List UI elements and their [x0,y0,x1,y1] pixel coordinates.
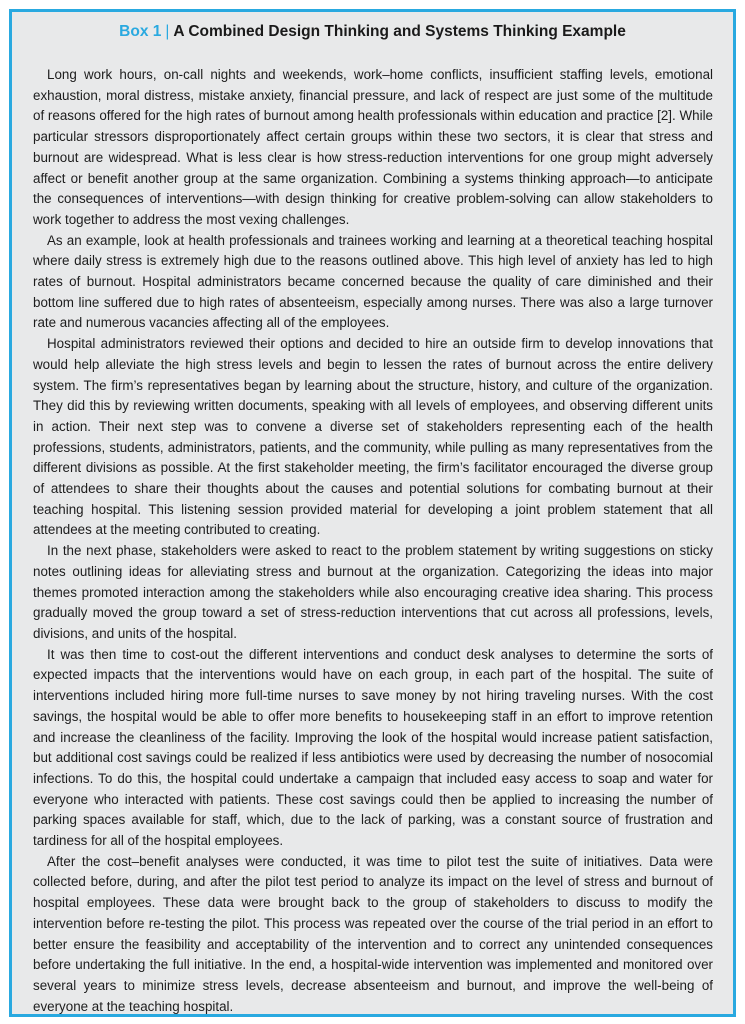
box-title-text: A Combined Design Thinking and Systems Thinking Example [173,23,626,40]
paragraph-5: It was then time to cost-out the different interventions and conduct desk analyses to determine the sorts of expected impacts that the interventions would have on each group, in each part of the hospital. The suite of interventions included hiring more full-time nurses to save money by not hiring traveling nurses. With the cost savings, the hospital would be able to offer more benefits to housekeeping staff in an effort to improve retention and increase the cleanliness of the facility. Improving the look of the hospital would increase patient satisfaction, but additional cost savings could be realized if less antibiotics were used by decreasing the number of nosocomial infections. To do this, the hospital could undertake a campaign that included easy access to soap and water for everyone who interacted with patients. These cost savings could then be applied to increasing the number of parking spaces available for staff, which, due to the lack of parking, was a constant source of frustration and tardiness for all of the hospital employees. [33,646,713,849]
paragraph-3: Hospital administrators reviewed their options and decided to hire an outside firm to develop innovations that would help alleviate the high stress levels and begin to lessen the rates of burnout across the entire delivery system. The firm’s representatives began by learning about the structure, history, and culture of the organization. They did this by reviewing written documents, speaking with all levels of employees, and observing different units in action. Their next step was to convene a diverse set of stakeholders representing each of the health professions, students, administrators, patients, and the community, while pulling as many representatives from the different divisions as possible. At the first stakeholder meeting, the firm’s facilitator encouraged the diverse group of attendees to share their thoughts about the causes and potential solutions for combating burnout at their teaching hospital. This listening session provided material for developing a joint problem statement that all attendees at the meeting contributed to creating. [33,336,713,538]
paragraph-1: Long work hours, on-call nights and weekends, work–home conflicts, insufficient staffing levels, emotional exhaustion, moral distress, mistake anxiety, financial pressure, and lack of respect are just some of the multitude of reasons offered for the high rates of burnout among health professionals within education and practice [2]. While particular stressors disproportionately affect certain groups within these two sectors, it is clear that stress and burnout are widespread. What is less clear is how stress-reduction interventions for one group might adversely affect or benefit another group at the same organization. Combining a systems thinking approach—to anticipate the consequences of interventions—with design thinking for creative problem-solving can allow stakeholders to work together to address the most vexing challenges. [33,67,713,227]
paragraph-4: In the next phase, stakeholders were asked to react to the problem statement by writing suggestions on sticky notes outlining ideas for alleviating stress and burnout at the organization. Categorizing the ideas into major themes promoted interaction among the stakeholders while also encouraging creative idea sharing. This process gradually moved the group toward a set of stress-reduction interventions that cut across all professions, levels, divisions, and units of the hospital. [33,543,713,641]
box-body [33,65,713,1017]
paragraph-6: After the cost–benefit analyses were conducted, it was time to pilot test the suite of initiatives. Data were collected before, during, and after the pilot test period to analyze its impact on the level of stress and burnout of hospital employees. These data were brought back to the group of stakeholders to discuss to modify the intervention before re-testing the pilot. This process was repeated over the course of the trial period in an effort to better ensure the feasibility and acceptability of the intervention and to correct any unintended consequences before undertaking the full initiative. In the end, a hospital-wide intervention was implemented and monitored over several years to minimize stress levels, decrease absenteeism and burnout, and improve the well-being of everyone at the teaching hospital. [33,853,713,1014]
box-frame [9,9,736,1017]
title-separator: | [165,23,170,40]
paragraph-2: As an example, look at health professionals and trainees working and learning at a theoretical teaching hospital where daily stress is extremely high due to the reasons outlined above. This high level of anxiety has led to high rates of burnout. Hospital administrators became concerned because the quality of care diminished and their bottom line suffered due to high rates of absenteeism, especially among nurses. There was also a large turnover rate and numerous vacancies affecting all of the employees. [33,232,713,331]
box-title [12,22,733,42]
box-label: Box 1 [119,23,162,40]
